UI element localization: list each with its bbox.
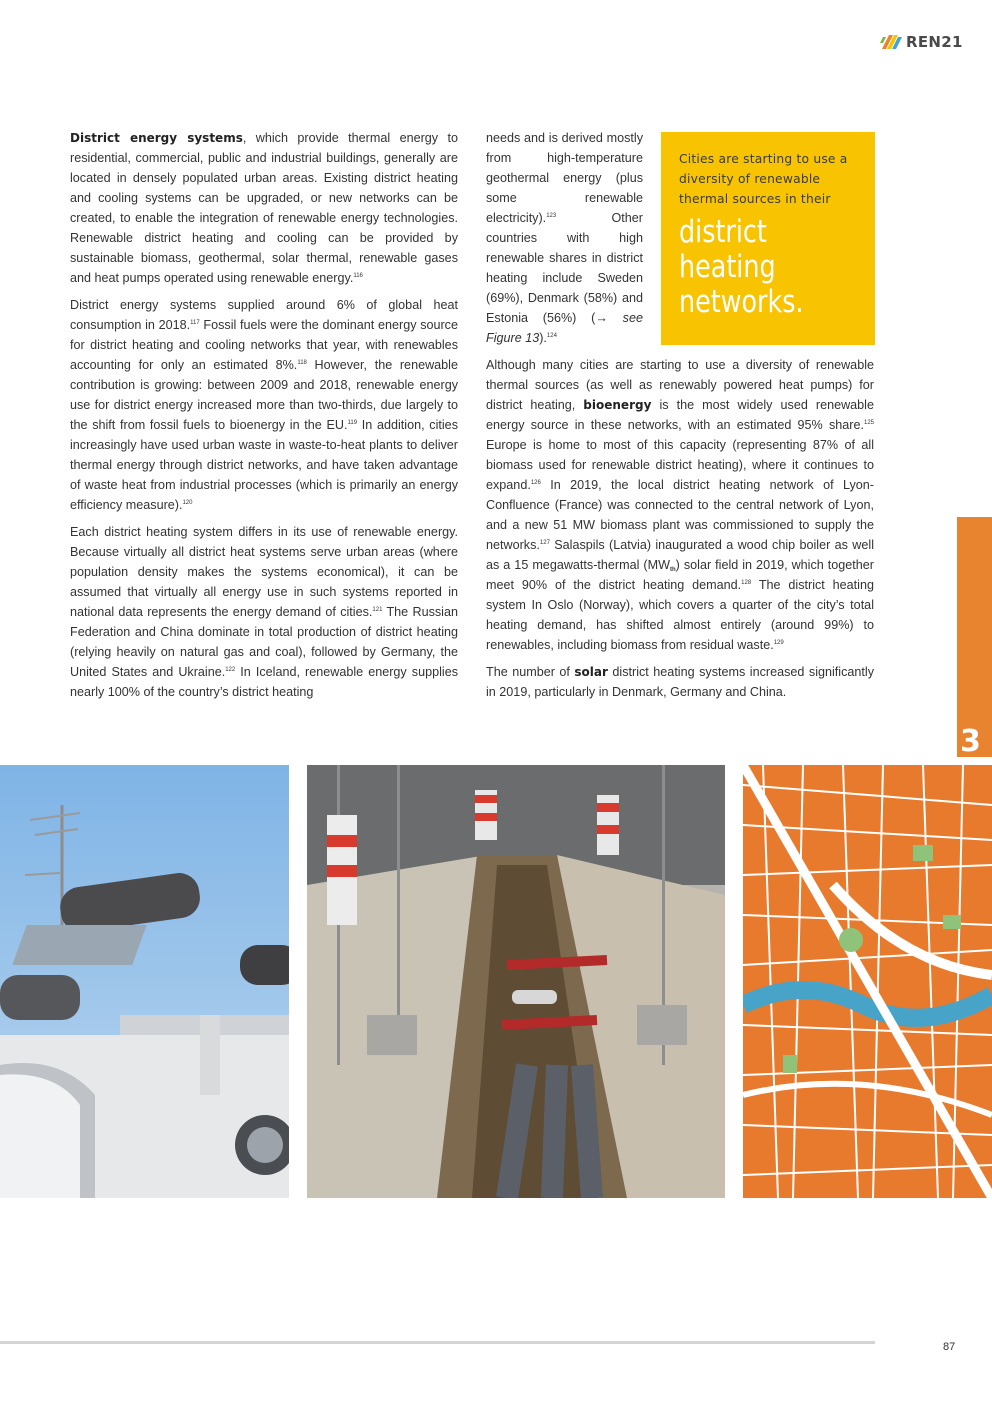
callout-headline: district heating networks. bbox=[679, 214, 804, 320]
column-right-bottom bbox=[486, 355, 874, 709]
ren21-logo bbox=[880, 31, 963, 53]
footer-divider bbox=[0, 1341, 875, 1344]
paragraph-each-system: Each district heating system differs in its use of renewable energy. Because virtually all district heat systems serve urban areas (where population density makes the systems economical), it can be assumed that virtually all energy use in such systems reported in national data represents the energy demand of cities.$^{121}$ The Russian Federation and China dominate in total production of district heating (relying heavily on natural gas and coal), followed by Germany, the United States and Ukraine.$^{122}$ In Iceland, renewable energy supplies nearly 100% of the country’s district heating bbox=[70, 525, 458, 699]
paragraph-solar: The number of solar district heating systems increased significantly in 2019, particularly in Denmark, Germany and China. bbox=[486, 665, 874, 699]
pipe-trench-photo bbox=[307, 765, 725, 1198]
paragraph-district-supply: District energy systems supplied around 6% of global heat consumption in 2018.$^{117}$ Fossil fuels were the dominant energy source for district heating and cooling networks that year, with renewables accounting for only an estimated 8%.$^{118}$ However, the renewable contribution is growing: between 2009 and 2018, renewable energy use for district energy increased more than two-thirds, due largely to the shift from fossil fuels to bioenergy in the EU.$^{119}$ In addition, cities increasingly have used urban waste in waste-to-heat plants to deliver thermal energy through district networks, and have taken advantage of waste heat from industrial processes (which is primarily an energy efficiency measure).$^{120}$ bbox=[70, 298, 458, 512]
ren21-logo-mark-icon bbox=[880, 33, 902, 51]
callout-box bbox=[661, 132, 875, 345]
page-number: 87 bbox=[943, 1341, 956, 1353]
city-map-illustration bbox=[743, 765, 992, 1198]
chapter-tab bbox=[957, 517, 992, 757]
paragraph-iceland-cont: needs and is derived mostly from high-temperature geothermal energy (plus some renewable electricity).$^{123}$ Other countries with high renewable shares in district heating include Sweden (69%), Denmark (58%) and Estonia (56%) (→ see Figure 13).$^{124}$ bbox=[486, 131, 643, 345]
logo-text: REN21 bbox=[906, 33, 963, 51]
solar-water-heaters-photo bbox=[0, 765, 289, 1198]
callout-intro: Cities are starting to use a diversity of renewable thermal sources in their bbox=[679, 152, 848, 206]
arrow-right-icon: → bbox=[595, 311, 608, 325]
paragraph-bioenergy: Although many cities are starting to use a diversity of renewable thermal sources (as well as renewably powered heat pumps) for district heating, bioenergy is the most widely used renewable energy source in these networks, with an estimated 95% share.$^{125}$ Europe is home to most of this capacity (representing 87% of all biomass used for renewable district heating), where it continues to expand.$^{126}$ In 2019, the local district heating network of Lyon-Confluence (France) was connected to the central network of Lyon, and a new 51 MW biomass plant was commissioned to supply the networks.$^{127}$ Salaspils (Latvia) inaugurated a wood chip boiler as well as a 15 megawatts-thermal $(MW_{th})$ solar field in 2019, which together meet 90% of the district heating demand.$^{128}$ The district heating system In Oslo (Norway), which covers a quarter of the city’s total heating demand, has shifted almost entirely (around 99%) to renewables, including biomass from residual waste.$^{129}$ bbox=[486, 358, 874, 652]
chapter-number: 3 bbox=[960, 724, 981, 759]
figure-13-link[interactable]: see Figure 13 bbox=[486, 311, 643, 345]
column-right-top bbox=[486, 128, 643, 355]
column-left bbox=[70, 128, 458, 709]
paragraph-district-energy: District energy systems, which provide thermal energy to residential, commercial, public and industrial buildings, generally are located in densely populated urban areas. Existing district heating and cooling systems can be upgraded, or new networks can be created, to enable the integration of renewable energy technologies. Renewable district heating and cooling can be provided by sustainable biomass, geothermal, solar thermal, renewable gases and heat pumps operated using renewable energy.$^{116}$ bbox=[70, 131, 459, 285]
